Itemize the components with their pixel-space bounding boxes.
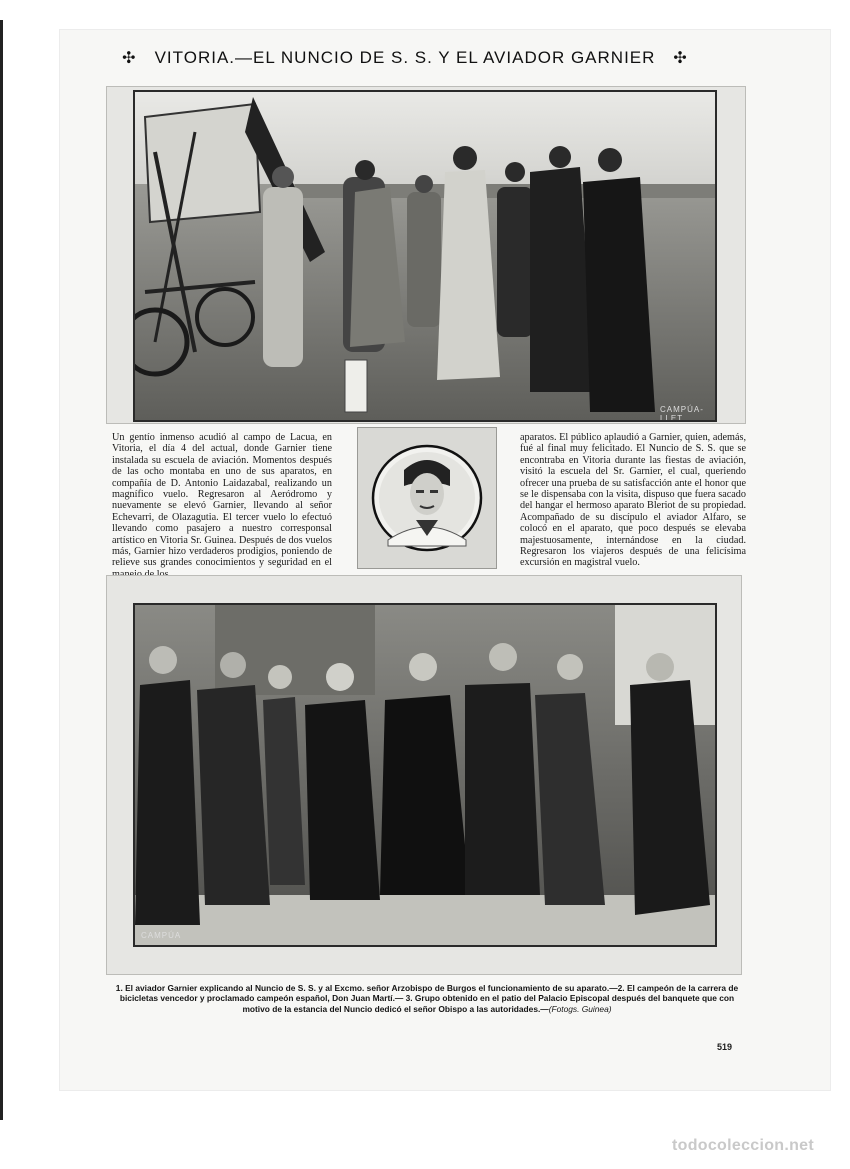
photo-caption <box>112 983 742 1014</box>
scan-edge <box>0 20 3 1120</box>
photo-group-episcopal-palace <box>133 603 717 947</box>
article-column-left: Un gentío inmenso acudió al campo de Lacua, en Vitoria, el día 4 del actual, donde Garnier tiene instalada su escuela de aviación. Momentos después de las ocho montaba en uno de sus aparatos, en compañía de D. Antonio Laidazabal, realizando un magnífico vuelo. Regresaron al Aeródromo y nuevamente se elevó Garnier, llevando al señor Echevarri, de Olazagutia. El tercer vuelo lo efectuó llevando como pasajero a nuestro corresponsal artístico en Vitoria Sr. Guinea. Después de dos vuelos más, Garnier hizo verdaderos prodigios, poniendo de relieve sus grandes conocimientos y seguridad en el <box>112 432 332 569</box>
article-column-right: aparatos. El público aplaudió a Garnier, quien, además, fué al final muy felicitado. El Nuncio de S. S. que se encontraba en Vitoria durante las fiestas de aviación, visitó la escuela del Sr. Garnier, el cual, queriendo ofrecer una prueba de su satisfacción ante el honor que se le dispensaba con la visita, dispuso que fuera sacado del hangar el hermoso aparato Bleriot de su propiedad. Acompañado de su discípulo el aviador Alfaro, se colocó en el aparato, que poco después se elevaba majestuosamente, internándose en la ciudad. Regresaron los viajeros después de una felicísima excursión en magistral vuelo. <box>520 432 746 569</box>
page-number: 519 <box>717 1042 733 1052</box>
page-headline <box>40 48 770 68</box>
portrait-champion-image <box>358 428 496 568</box>
photo3-credit: CAMPÚA <box>141 931 182 940</box>
ornament-left-icon: ✣ <box>122 50 137 67</box>
caption-text: 1. El aviador Garnier explicando al Nuncio de S. S. y al Excmo. señor Arzobispo de Burgos el funcionamiento de su aparato.—2. El campeón de la carrera de bicicletas vencedor y proclamado campeón español, Don Juan Martí.— 3. Grupo obtenido en el patio del Palacio Episcopal después del banquete que con motivo de la estancia del Nuncio dedicó el señor Obispo a las autoridades.— <box>115 983 739 1014</box>
watermark-logo: todocoleccion.net <box>672 1137 814 1154</box>
photo-aviator-and-nuncio <box>133 90 717 422</box>
caption-source: (Fotogs. Guinea) <box>548 1003 612 1014</box>
headline-title: VITORIA.—EL NUNCIO DE S. S. Y EL AVIADOR GARNIER <box>154 48 656 67</box>
photo3-image <box>135 605 715 945</box>
photo1-image <box>135 92 715 420</box>
ornament-right-icon: ✣ <box>673 50 688 67</box>
photo1-credit: CAMPÚA-LLET <box>660 405 704 422</box>
portrait-frame <box>357 427 497 569</box>
